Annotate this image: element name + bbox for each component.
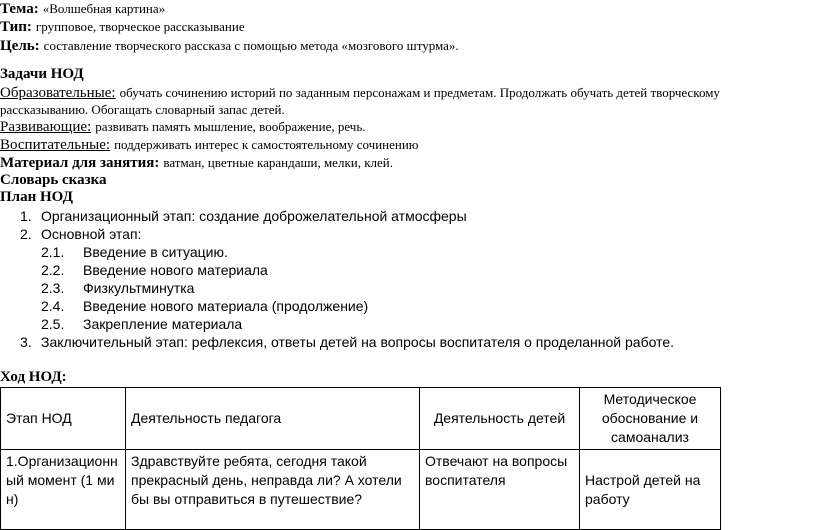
upb-line bbox=[0, 136, 419, 154]
col-children-header: Деятельность детей bbox=[420, 388, 580, 450]
plan-item-1: Организационный этап: создание доброжелательной атмосферы bbox=[41, 208, 467, 224]
dev-line bbox=[0, 118, 366, 136]
plan-item-2-1: Введение в ситуацию. bbox=[83, 244, 228, 260]
edu-label: Образовательные: bbox=[0, 85, 116, 101]
table-header-row bbox=[1, 388, 721, 450]
col-stage-header: Этап НОД bbox=[1, 388, 126, 450]
plan-item-3: Заключительный этап: рефлексия, ответы детей на вопросы воспитателя о проделанной работе. bbox=[41, 334, 675, 350]
col-teacher-header: Деятельность педагога bbox=[126, 388, 420, 450]
material-value: ватман, цветные карандаши, мелки, клей. bbox=[163, 155, 393, 170]
dev-label: Развивающие: bbox=[0, 119, 92, 135]
dictionary: Словарь сказка bbox=[0, 172, 107, 188]
plan-num-2-5: 2.5. bbox=[41, 316, 65, 332]
plan-item-2-2: Введение нового материала bbox=[83, 262, 268, 278]
edu-value-2: рассказыванию. Обогащать словарный запас детей. bbox=[0, 102, 285, 117]
edu-value-1: обучать сочинению историй по заданным персонажам и предметам. Продолжать обучать детей творческому bbox=[119, 85, 720, 100]
topic-line bbox=[0, 0, 165, 18]
topic-label: Тема: bbox=[0, 1, 39, 17]
plan-heading: План НОД bbox=[0, 189, 73, 205]
table-row bbox=[1, 450, 721, 530]
type-label: Тип: bbox=[0, 19, 32, 35]
plan-num-2-4: 2.4. bbox=[41, 298, 65, 314]
cell-stage: 1.Организационный момент (1 мин) bbox=[1, 450, 126, 530]
type-value: групповое, творческое рассказывание bbox=[35, 19, 245, 34]
plan-item-2-4: Введение нового материала (продолжение) bbox=[83, 298, 369, 314]
cell-children: Отвечают на вопросы воспитателя bbox=[420, 450, 580, 530]
plan-item-2: Основной этап: bbox=[41, 226, 142, 242]
upb-label: Воспитательные: bbox=[0, 137, 111, 153]
plan-num-2-1: 2.1. bbox=[41, 244, 65, 260]
plan-num-3: 3. bbox=[20, 334, 32, 350]
goal-label: Цель: bbox=[0, 38, 40, 54]
type-line bbox=[0, 18, 245, 36]
upb-value: поддерживать интерес к самостоятельному сочинению bbox=[114, 137, 419, 152]
topic-value: «Волшебная картина» bbox=[42, 1, 166, 16]
plan-num-1: 1. bbox=[20, 208, 32, 224]
material-label: Материал для занятия: bbox=[0, 155, 160, 171]
cell-method: Настрой детей на работу bbox=[580, 450, 721, 530]
plan-item-2-3: Физкультминутка bbox=[83, 280, 195, 296]
plan-num-2: 2. bbox=[20, 226, 32, 242]
tasks-heading: Задачи НОД bbox=[0, 66, 84, 82]
plan-item-2-5: Закрепление материала bbox=[83, 316, 243, 332]
course-table bbox=[0, 387, 721, 530]
goal-line bbox=[0, 37, 459, 55]
material-line bbox=[0, 154, 393, 172]
goal-value: составление творческого рассказа с помощью метода «мозгового штурма». bbox=[43, 38, 459, 53]
dev-value: развивать память мышление, воображение, речь. bbox=[95, 119, 366, 134]
edu-line bbox=[0, 84, 720, 102]
plan-num-2-3: 2.3. bbox=[41, 280, 65, 296]
cell-teacher: Здравствуйте ребята, сегодня такой прекрасный день, неправда ли? А хотели бы вы отправиться в путешествие? bbox=[126, 450, 420, 530]
plan-num-2-2: 2.2. bbox=[41, 262, 65, 278]
course-heading: Ход НОД: bbox=[0, 369, 67, 385]
col-method-header: Методическое обоснование и самоанализ bbox=[580, 388, 721, 450]
